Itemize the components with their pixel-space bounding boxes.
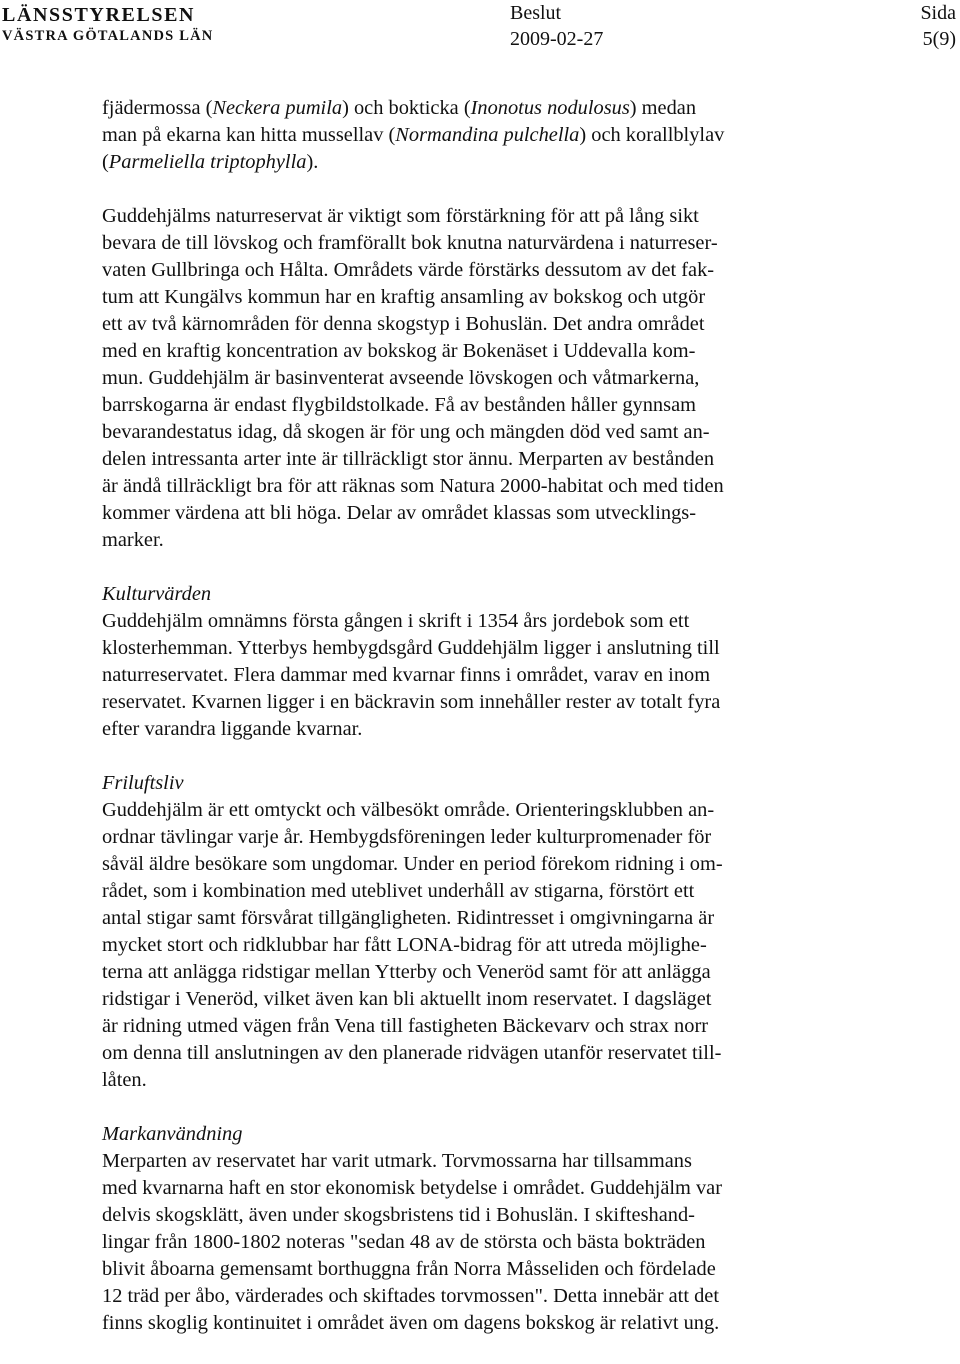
text-line: Guddehjälms naturreservat är viktigt som förstärkning för att på lång sikt <box>102 205 699 227</box>
text-line: är ridning utmed vägen från Vena till fastigheten Bäckevarv och strax norr <box>102 1015 709 1037</box>
text-line: naturreservatet. Flera dammar med kvarnar finns i området, varav en inom <box>102 664 711 686</box>
text-line: reservatet. Kvarnen ligger i en bäckravin som innehåller rester av totalt fyra <box>102 691 721 713</box>
text-line: finns skoglig kontinuitet i området även om dagens bokskog är relativt ung. <box>102 1312 720 1334</box>
page-header <box>0 0 960 60</box>
section-heading: Markanvändning <box>102 1123 243 1145</box>
text-line: efter varandra liggande kvarnar. <box>102 718 363 740</box>
text-line: antal stigar samt försvårat tillgängligheten. Ridintresset i omgivningarna är <box>102 907 715 929</box>
paragraph-species <box>102 95 822 176</box>
text-line: Guddehjälm omnämns första gången i skrift i 1354 års jordebok som ett <box>102 610 690 632</box>
text-line: marker. <box>102 529 164 551</box>
text-line: ett av två kärnområden för denna skogstyp i Bohuslän. Det andra området <box>102 313 705 335</box>
logo-region-name: VÄSTRA GÖTALANDS LÄN <box>2 28 214 44</box>
paragraph-natural-values <box>102 203 822 554</box>
text-line: tum att Kungälvs kommun har en kraftig ansamling av bokskog och utgör <box>102 286 706 308</box>
text-line: klosterhemman. Ytterbys hembygdsgård Guddehjälm ligger i anslutning till <box>102 637 720 659</box>
text-line: kommer värdena att bli höga. Delar av området klassas som utvecklings- <box>102 502 696 524</box>
text-line: med kvarnarna haft en stor ekonomisk betydelse i området. Guddehjälm var <box>102 1177 723 1199</box>
text-line: bevara de till lövskog och framförallt bok knutna naturvärdena i naturreser- <box>102 232 718 254</box>
text-line: Merparten av reservatet har varit utmark. Torvmossarna har tillsammans <box>102 1150 692 1172</box>
logo-org-name: LÄNSSTYRELSEN <box>2 4 196 26</box>
document-meta <box>510 0 603 52</box>
text-line: (Parmeliella triptophylla). <box>102 151 319 173</box>
text-line: såväl äldre besökare som ungdomar. Under en period förekom ridning i om- <box>102 853 723 875</box>
text-line: blivit åboarna gemensamt borthuggna från Norra Måsseliden och fördelade <box>102 1258 716 1280</box>
text-line: terna att anlägga ridstigar mellan Ytterby och Veneröd samt för att anlägga <box>102 961 711 983</box>
section-heading: Kulturvärden <box>102 583 212 605</box>
text-line: mycket stort och ridklubbar har fått LONA-bidrag för att utreda möjlighe- <box>102 934 707 956</box>
text-line: är ändå tillräckligt bra för att räknas som Natura 2000-habitat och med tiden <box>102 475 724 497</box>
text-line: bevarandestatus idag, då skogen är för ung och mängden död ved samt an- <box>102 421 710 443</box>
authority-logo <box>2 3 213 45</box>
document-date: 2009-02-27 <box>510 28 604 50</box>
page-indicator <box>920 0 956 52</box>
text-line: ridstigar i Veneröd, vilket även kan bli aktuellt inom reservatet. I dagsläget <box>102 988 712 1010</box>
text-line: om denna till anslutningen av den planerade ridvägen utanför reservatet till- <box>102 1042 722 1064</box>
text-line: mun. Guddehjälm är basinventerat avseende lövskogen och våtmarkerna, <box>102 367 700 389</box>
text-line: man på ekarna kan hitta mussellav (Normandina pulchella) och korallblylav <box>102 124 725 146</box>
text-line: 12 träd per åbo, värderades och skiftades torvmossen". Detta innebär att det <box>102 1285 719 1307</box>
page-label: Sida <box>920 2 956 24</box>
text-line: lingar från 1800-1802 noteras "sedan 48 av de största och bästa bokträden <box>102 1231 706 1253</box>
section-heading: Friluftsliv <box>102 772 184 794</box>
document-type: Beslut <box>510 2 562 24</box>
text-line: delen intressanta arter inte är tillräckligt stor ännu. Merparten av bestånden <box>102 448 715 470</box>
text-line: vaten Gullbringa och Hålta. Områdets värde förstärks dessutom av det fak- <box>102 259 715 281</box>
section-friluftsliv <box>102 770 822 1094</box>
section-markanvandning <box>102 1121 822 1337</box>
section-kulturvarden <box>102 581 822 743</box>
text-line: rådet, som i kombination med uteblivet underhåll av stigarna, förstört ett <box>102 880 695 902</box>
text-line: ordnar tävlingar varje år. Hembygdsföreningen leder kulturpromenader för <box>102 826 712 848</box>
text-line: fjädermossa (Neckera pumila) och bokticka (Inonotus nodulosus) medan <box>102 97 697 119</box>
page-number: 5(9) <box>922 28 956 50</box>
text-line: låten. <box>102 1069 147 1091</box>
text-line: Guddehjälm är ett omtyckt och välbesökt område. Orienteringsklubben an- <box>102 799 715 821</box>
text-line: med en kraftig koncentration av bokskog är Bokenäset i Uddevalla kom- <box>102 340 696 362</box>
text-line: barrskogarna är endast flygbildstolkade. Få av bestånden håller gynnsam <box>102 394 696 416</box>
text-line: delvis skogsklätt, även under skogsbristens tid i Bohuslän. I skifteshand- <box>102 1204 695 1226</box>
document-body <box>102 95 822 1364</box>
